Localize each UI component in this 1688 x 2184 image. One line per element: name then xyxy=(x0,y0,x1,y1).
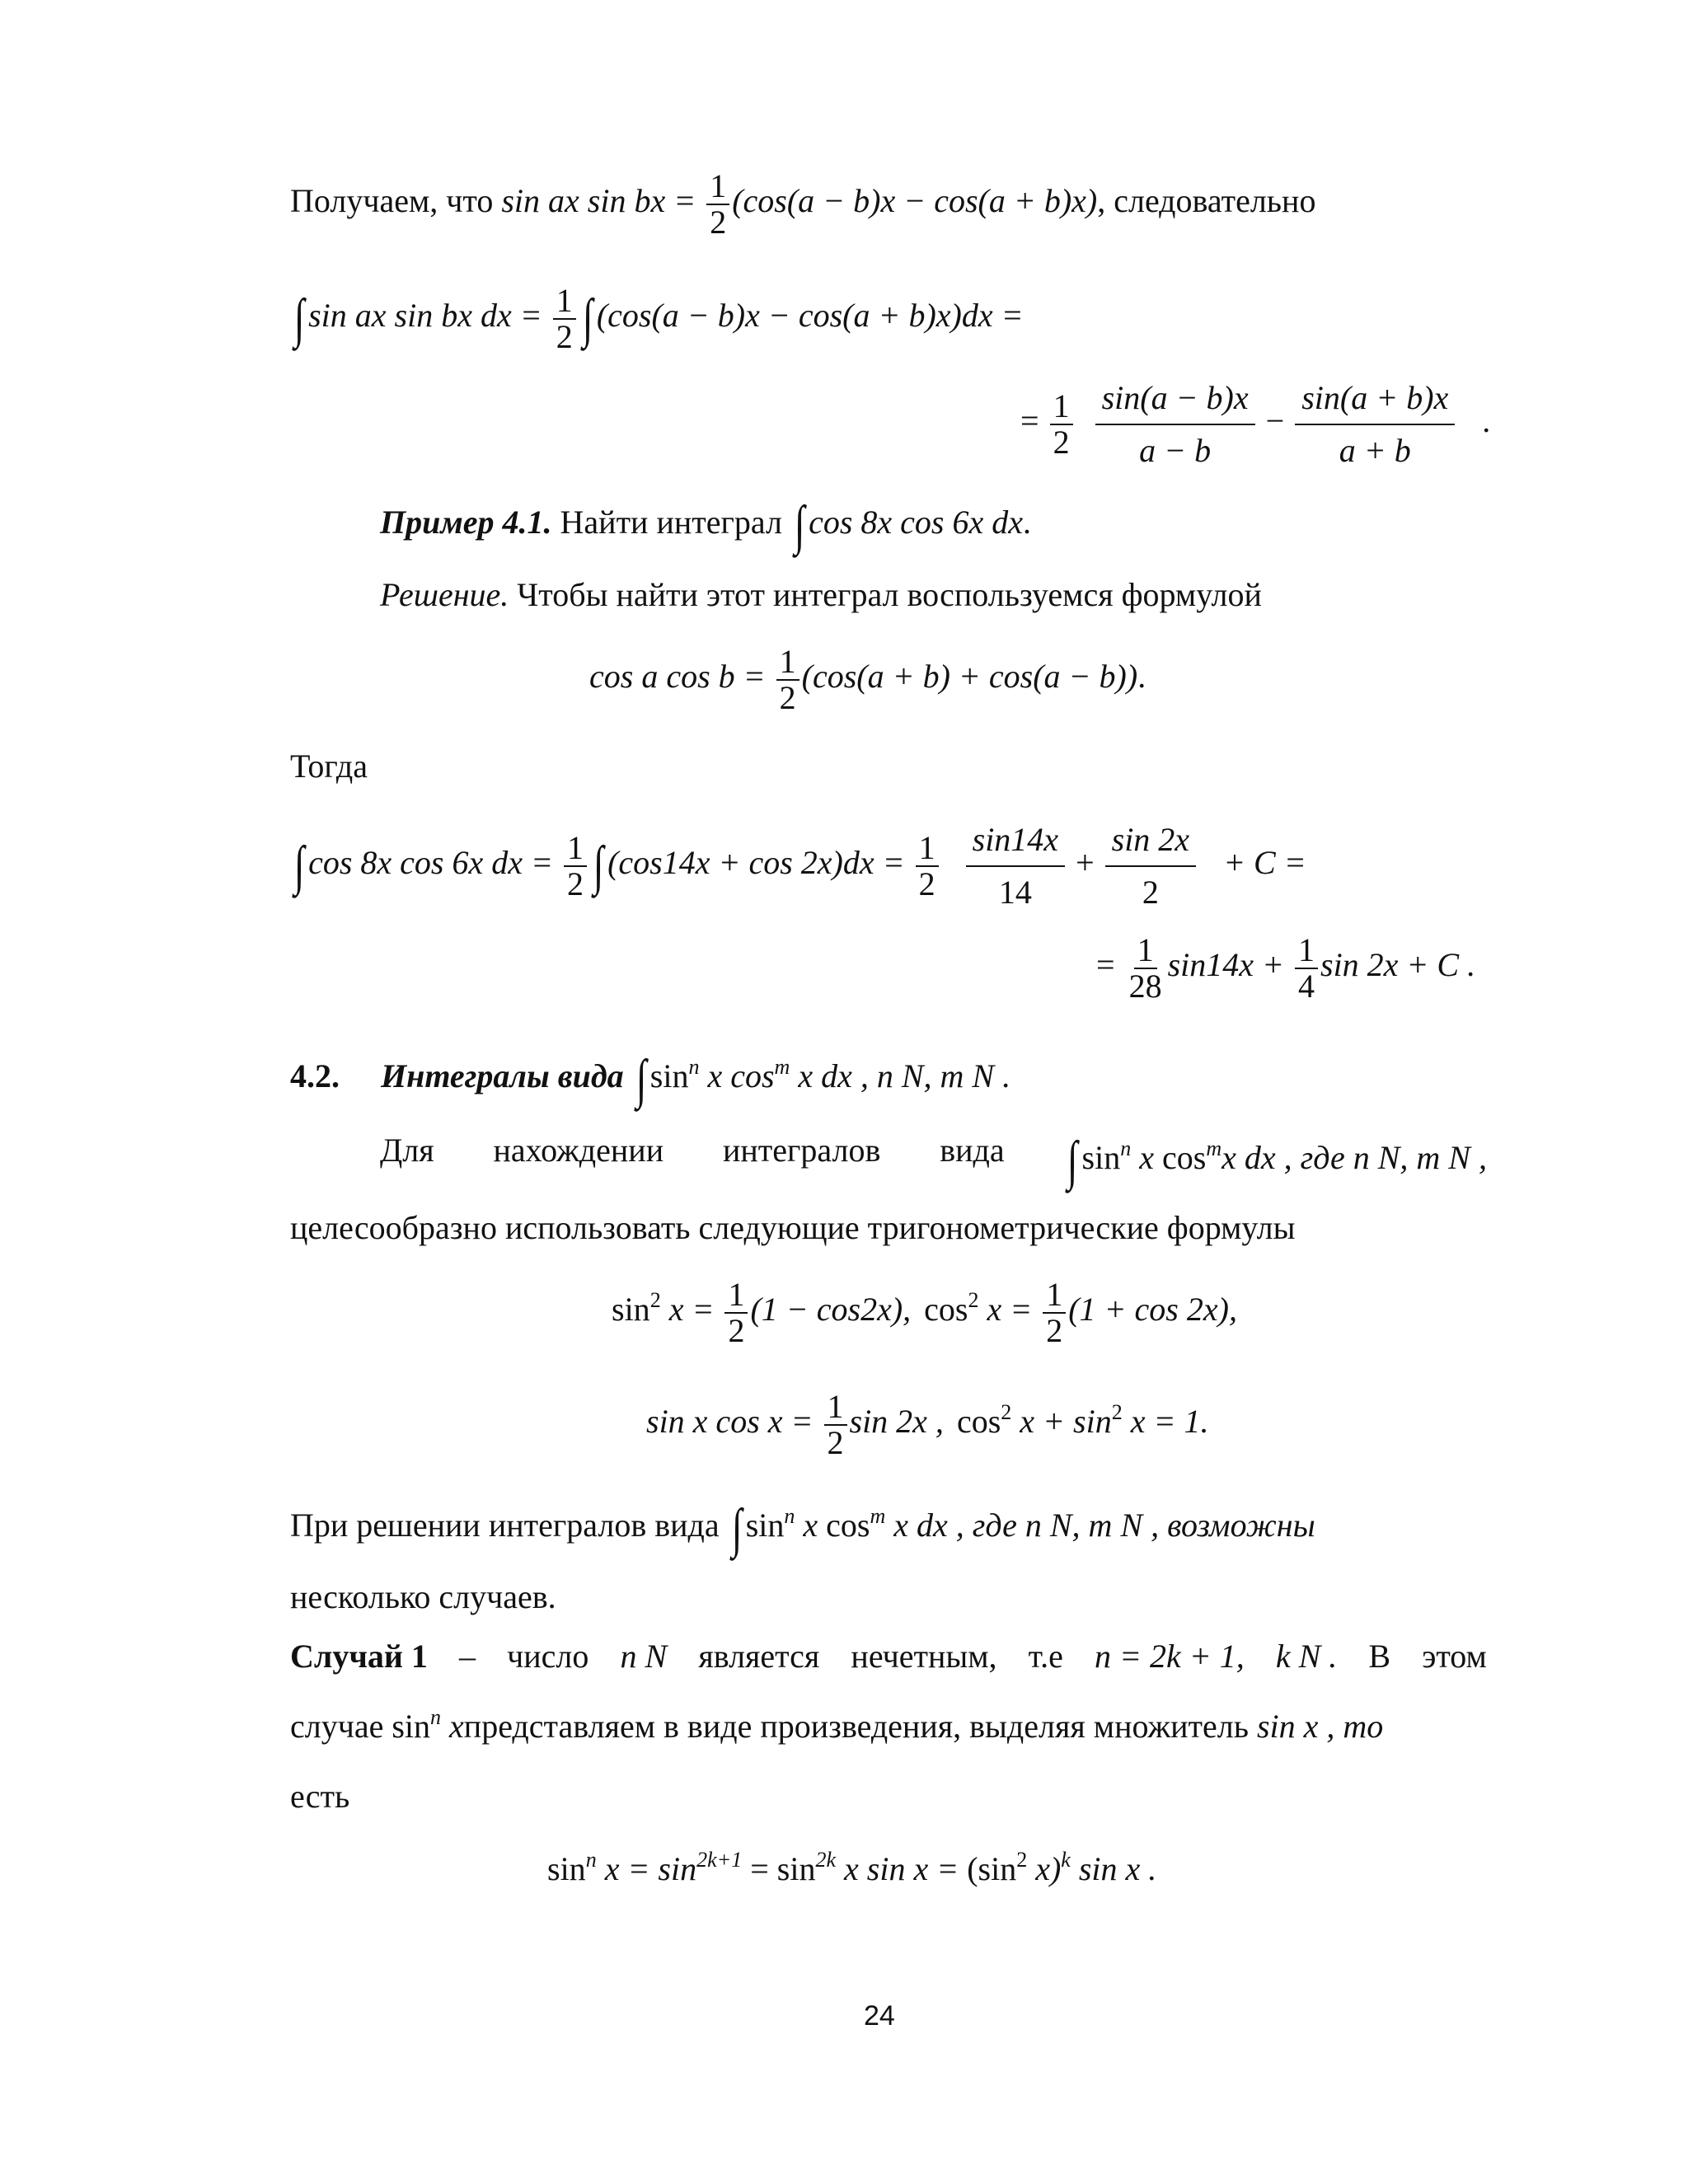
integral-sign-icon: ∫ xyxy=(293,288,305,349)
paragraph-intro-cont: целесообразно использовать следующие тригонометрические формулы xyxy=(290,1209,1296,1246)
trig-formulas-2: sin x cos x = $\frac{1}{2}$ sin 2x , $\cos^2 x + \sin^2 x = 1$. xyxy=(646,1388,1209,1461)
integral-sign-icon: ∫ xyxy=(731,1498,743,1558)
calc-result: = $\frac{1}{28}$ sin14x + $\frac{1}{4}$ sin 2x + C . xyxy=(1096,931,1476,1005)
integral-sign-icon: ∫ xyxy=(593,836,604,897)
integral-sinsin: ∫ sin ax sin bx dx = $\frac{1}{2}$ ∫ (cos(a − b)x − cos(a + b)x)dx = xyxy=(293,282,1024,355)
fraction-1-28: $\frac{1}{28}$ xyxy=(1128,931,1162,1005)
example-label: Пример 4.1. xyxy=(380,504,552,541)
fraction-sin-sum: $\frac{\sin(a + b)x}{a + b}$ xyxy=(1295,377,1455,471)
formula-sin-power: $\sin^n x = \sin^{2k+1} = \sin^{2k} x$ $\sin x = (\sin^2$ x)$^k$ sin x . xyxy=(547,1848,1157,1887)
case1-line3: есть xyxy=(290,1778,350,1815)
fraction-half: $\frac{1}{2}$ xyxy=(824,1390,847,1460)
solution-line: Решение. Чтобы найти этот интеграл воспользуемся формулой xyxy=(380,576,1262,613)
integral-result: = $\frac{1}{2}$ $\frac{\sin(a - b)x}{a - b}$ − $\frac{\sin(a + b)x}{a + b}$ . xyxy=(1020,377,1490,471)
fraction-half: $\frac{1}{2}$ xyxy=(1050,389,1073,460)
section-number: 4.2. xyxy=(290,1057,340,1094)
case1-line2: случае $\sin^n$ xпредставляем в виде произведения, выделяя множитель sin x , то xyxy=(290,1705,1384,1745)
section-title: Интегралы вида xyxy=(381,1057,624,1094)
fraction-sin14x: $\frac{\sin 14x}{14}$ xyxy=(966,819,1065,913)
fraction-half: $\frac{1}{2}$ xyxy=(916,831,939,902)
calc-integral-cos: ∫ cos 8x cos 6x dx = $\frac{1}{2}$ ∫ (cos14x + cos 2x)dx = $\frac{1}{2}$ $\frac{\sin 14x}{14}$ + $\frac{\sin 2x}{2}$ + C = xyxy=(290,819,1306,913)
formula-sinsin: sin ax sin bx = xyxy=(501,182,696,220)
paragraph-cases-cont: несколько случаев. xyxy=(290,1578,556,1615)
integral-sign-icon: ∫ xyxy=(794,495,805,555)
case-label: Случай 1 xyxy=(290,1638,428,1675)
integral-sign-icon: ∫ xyxy=(582,288,593,349)
integral-sign-icon: ∫ xyxy=(1067,1131,1078,1191)
fraction-1-4: $\frac{1}{4}$ xyxy=(1295,933,1318,1004)
then-word: Тогда xyxy=(290,748,368,785)
page-number: 24 xyxy=(864,2000,895,2032)
fraction-sin-diff: $\frac{\sin(a - b)x}{a - b}$ xyxy=(1095,377,1255,471)
paragraph-intro: Для нахождении интегралов вида ∫ $\sin^n x$ $\cos^mx$ dx , где n N, m N , xyxy=(380,1131,1487,1191)
fraction-half: $\frac{1}{2}$ xyxy=(776,644,799,715)
formula-cos-product: cos a cos b = $\frac{1}{2}$ (cos(a + b) + cos(a − b)). xyxy=(589,643,1146,716)
trig-formulas-1: $\sin^2 x$ = $\frac{1}{2}$ (1 − cos2x), $\cos^2 x$ = $\frac{1}{2}$ (1 + cos 2x), xyxy=(612,1276,1237,1349)
case1-line: Случай 1 – число n N является нечетным, т.е n = 2k + 1, k N . В этом xyxy=(290,1638,1487,1675)
fraction-half: $\frac{1}{2}$ xyxy=(553,284,576,354)
solution-label: Решение. xyxy=(380,576,509,613)
fraction-half: $\frac{1}{2}$ xyxy=(724,1277,748,1348)
fraction-half: $\frac{1}{2}$ xyxy=(706,169,729,240)
example-heading: Пример 4.1. Найти интеграл ∫ cos 8x cos 6x dx. xyxy=(380,495,1031,555)
intro-line: Получаем, что sin ax sin bx = $\frac{1}{2}$ (cos(a − b)x − cos(a + b)x), следовательно xyxy=(290,167,1316,241)
fraction-half: $\frac{1}{2}$ xyxy=(1043,1277,1066,1348)
integral-sign-icon: ∫ xyxy=(635,1049,647,1109)
paragraph-cases: При решении интегралов вида ∫ $\sin^n x$ $\cos^m x$ dx , где n N, m N , возможны xyxy=(290,1498,1315,1558)
integral-sign-icon: ∫ xyxy=(293,836,305,897)
fraction-sin2x: $\frac{\sin 2x}{2}$ xyxy=(1105,819,1196,913)
section-heading: 4.2. Интегралы вида ∫ $\sin^n x$ $\cos^m x$ dx , n N, m N . xyxy=(290,1049,1011,1109)
fraction-half: $\frac{1}{2}$ xyxy=(564,831,587,902)
